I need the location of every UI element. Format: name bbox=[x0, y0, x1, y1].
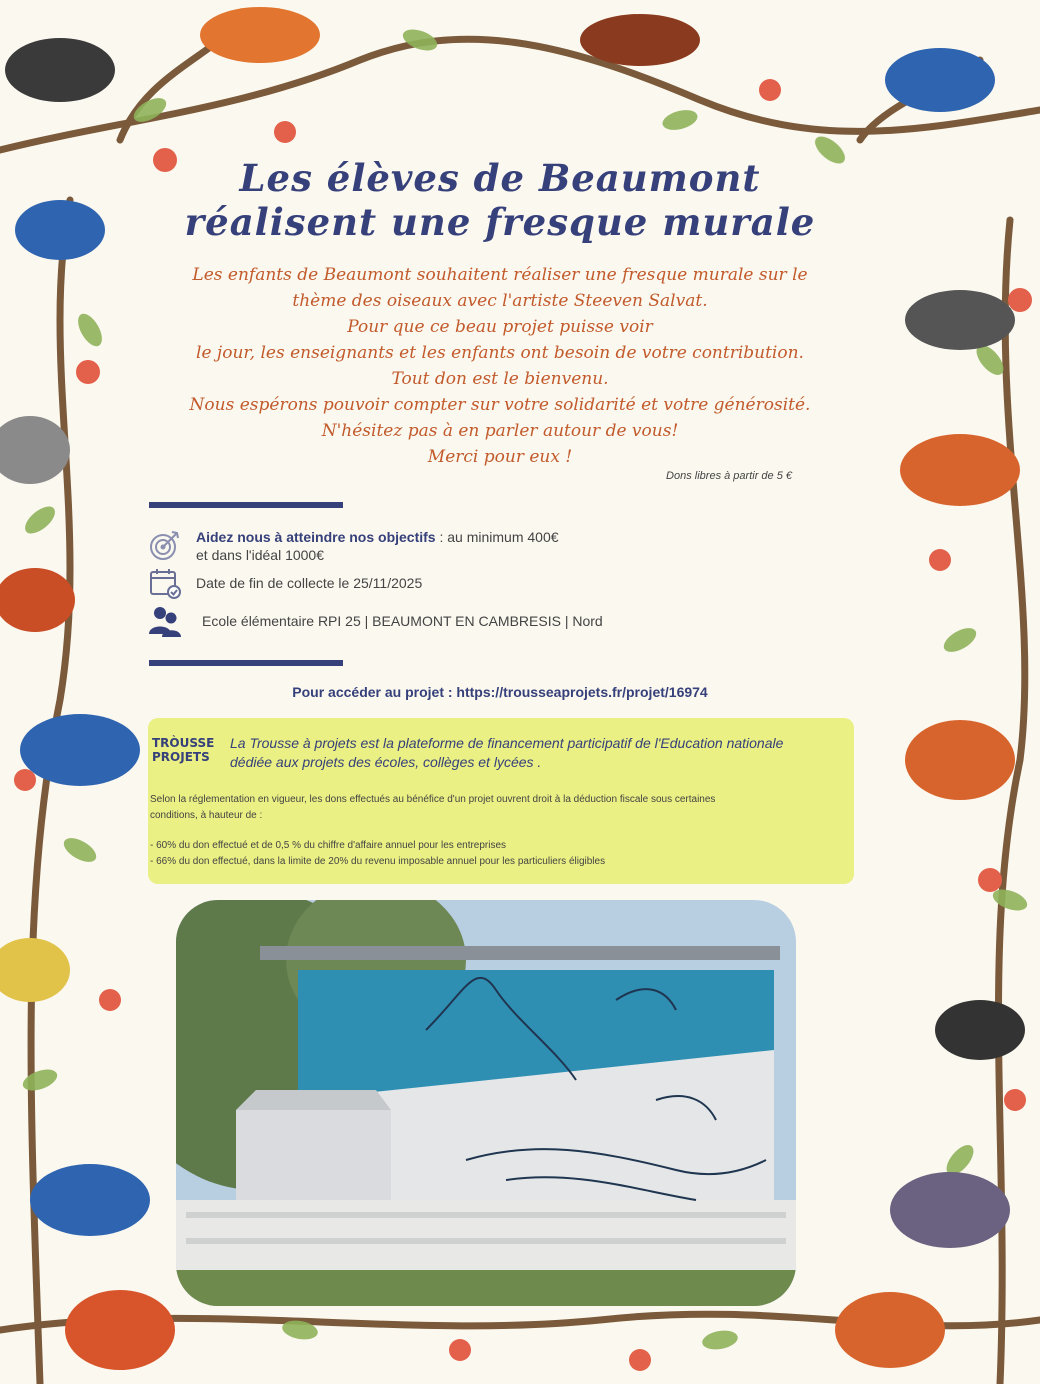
people-icon bbox=[148, 604, 182, 638]
intro-line: thème des oiseaux avec l'artiste Steeven Salvat. bbox=[292, 291, 708, 311]
title-line: réalisent une fresque murale bbox=[184, 200, 816, 244]
title-line: Les élèves de Beaumont bbox=[239, 156, 761, 200]
target-icon bbox=[148, 528, 182, 562]
school-text: Ecole élémentaire RPI 25 | BEAUMONT EN CAMBRESIS | Nord bbox=[202, 613, 603, 629]
school-row bbox=[148, 604, 603, 638]
goal-ideal: et dans l'idéal 1000€ bbox=[196, 547, 324, 563]
tax-item-individuals: - 66% du don effectué, dans la limite de 20% du revenu imposable annuel pour les particuliers éligibles bbox=[150, 856, 606, 867]
logo-line: PROJETS bbox=[152, 750, 210, 764]
tax-line: conditions, à hauteur de : bbox=[150, 810, 263, 821]
intro-text bbox=[150, 262, 850, 470]
platform-line: dédiée aux projets des écoles, collèges et lycées . bbox=[230, 754, 542, 770]
intro-line: le jour, les enseignants et les enfants ont besoin de votre contribution. bbox=[196, 343, 804, 363]
trousse-logo bbox=[152, 736, 214, 774]
tax-item-companies: - 60% du don effectué et de 0,5 % du chiffre d'affaire annuel pour les entreprises bbox=[150, 840, 507, 851]
goal-minimum: : au minimum 400€ bbox=[435, 529, 559, 545]
intro-line: N'hésitez pas à en parler autour de vous! bbox=[321, 421, 679, 441]
dons-note: Dons libres à partir de 5 € bbox=[666, 470, 792, 482]
page-title bbox=[120, 156, 880, 244]
divider-top bbox=[149, 502, 343, 508]
platform-description bbox=[230, 734, 852, 772]
intro-line: Tout don est le bienvenu. bbox=[391, 369, 609, 389]
goal-text bbox=[196, 528, 559, 564]
tax-info bbox=[150, 792, 840, 870]
mural-illustration bbox=[176, 900, 796, 1306]
deadline-text: Date de fin de collecte le 25/11/2025 bbox=[196, 575, 423, 591]
deadline-row bbox=[148, 566, 422, 600]
goal-row bbox=[148, 528, 559, 564]
project-link[interactable]: Pour accéder au projet : https://trousseaprojets.fr/projet/16974 bbox=[292, 684, 708, 700]
trousse-info-panel bbox=[148, 718, 854, 884]
calendar-icon bbox=[148, 566, 182, 600]
intro-line: Pour que ce beau projet puisse voir bbox=[347, 317, 653, 337]
mural-photo bbox=[176, 900, 796, 1306]
tax-line: Selon la réglementation en vigueur, les dons effectués au bénéfice d'un projet ouvrent droit à la déduction fiscale sous certaines bbox=[150, 794, 716, 805]
platform-line: La Trousse à projets est la plateforme de financement participatif de l'Education nationale bbox=[230, 735, 784, 751]
logo-line: TRÒUSSE bbox=[152, 736, 215, 750]
intro-line: Merci pour eux ! bbox=[427, 447, 573, 467]
divider-bottom bbox=[149, 660, 343, 666]
intro-line: Les enfants de Beaumont souhaitent réaliser une fresque murale sur le bbox=[192, 265, 808, 285]
intro-line: Nous espérons pouvoir compter sur votre solidarité et votre générosité. bbox=[189, 395, 811, 415]
goal-heading: Aidez nous à atteindre nos objectifs bbox=[196, 529, 436, 545]
